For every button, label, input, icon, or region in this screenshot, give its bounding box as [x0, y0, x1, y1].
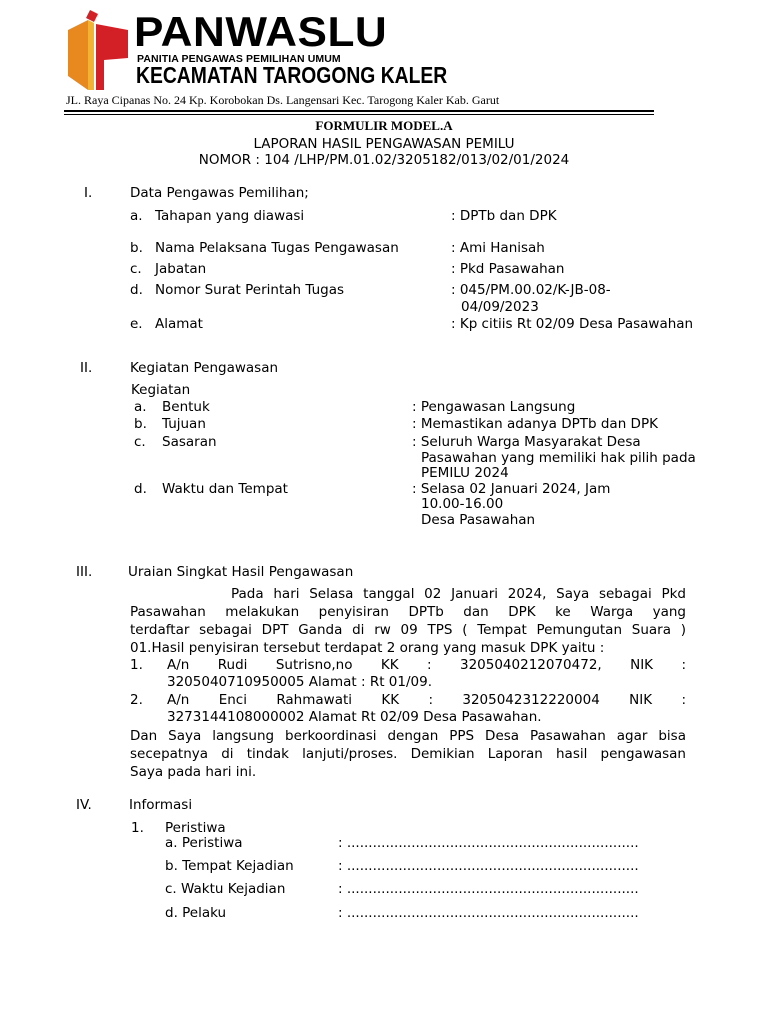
s1-label-a: Tahapan yang diawasi [155, 208, 305, 224]
s2-value-d: : Selasa 02 Januari 2024, Jam [412, 481, 611, 497]
s4-value-d: : .................................................................... [338, 905, 639, 921]
s1-value-e: : Kp citiis Rt 02/09 Desa Pasawahan [451, 316, 694, 332]
s3-para1-line4: 01.Hasil penyisiran tersebut terdapat 2 orang yang masuk DPK yaitu : [130, 640, 605, 656]
s3-list1-line2: 3205040710950005 Alamat : Rt 01/09. [167, 674, 432, 690]
header-rule-thick [64, 110, 654, 112]
s2-value-a: : Pengawasan Langsung [412, 399, 576, 415]
s1-letter-d: d. [130, 282, 143, 298]
s1-value-d-cont: 04/09/2023 [461, 299, 539, 315]
s1-label-e: Alamat [155, 316, 203, 332]
s3-para2-line1: Dan Saya langsung berkoordinasi dengan PPS Desa Pasawahan agar bisa [130, 728, 686, 744]
s1-label-d: Nomor Surat Perintah Tugas [155, 282, 345, 298]
s3-list1-num: 1. [130, 657, 143, 673]
s1-value-b: : Ami Hanisah [451, 240, 545, 256]
s1-letter-e: e. [130, 316, 143, 332]
s3-para1-line3: terdaftar sebagai DPT Ganda di rw 09 TPS ( Tempat Pemungutan Suara ) [130, 622, 686, 638]
section1-title: Data Pengawas Pemilihan; [130, 185, 309, 201]
s1-letter-b: b. [130, 240, 143, 256]
s2-value-c-cont1: Pasawahan yang memiliki hak pilih pada [421, 450, 696, 466]
report-title: LAPORAN HASIL PENGAWASAN PEMILU [253, 136, 515, 152]
s2-label-b: Tujuan [162, 416, 206, 432]
org-kecamatan: KECAMATAN TAROGONG KALER [136, 62, 448, 88]
org-address: JL. Raya Cipanas No. 24 Kp. Korobokan Ds. Langensari Kec. Tarogong Kaler Kab. Garut [66, 93, 500, 107]
s3-list2-line2: 3273144108000002 Alamat Rt 02/09 Desa Pasawahan. [167, 709, 542, 725]
s4-value-a: : .................................................................... [338, 835, 639, 851]
s3-list1-line1: A/n Rudi Sutrisno,no KK : 3205040212070472, NIK : [167, 657, 686, 673]
s1-value-d: : 045/PM.00.02/K-JB-08- [451, 282, 611, 298]
s3-list2-num: 2. [130, 692, 143, 708]
s3-list2-line1: A/n Enci Rahmawati KK : 3205042312220004 NIK : [167, 692, 686, 708]
s4-label-a: a. Peristiwa [165, 835, 243, 851]
s2-label-c: Sasaran [162, 434, 217, 450]
s2-label-a: Bentuk [162, 399, 210, 415]
s1-letter-c: c. [130, 261, 142, 277]
form-title: FORMULIR MODEL.A [315, 118, 453, 133]
s1-label-b: Nama Pelaksana Tugas Pengawasan [155, 240, 399, 256]
s2-letter-a: a. [134, 399, 147, 415]
section2-title: Kegiatan Pengawasan [130, 360, 279, 376]
s4-value-c: : .................................................................... [338, 881, 639, 897]
s2-letter-c: c. [134, 434, 146, 450]
s2-letter-d: d. [134, 481, 147, 497]
s2-label-d: Waktu dan Tempat [162, 481, 288, 497]
section1-numeral: I. [84, 185, 93, 201]
section2-subtitle: Kegiatan [131, 382, 191, 398]
s2-letter-b: b. [134, 416, 147, 432]
s4-label-c: c. Waktu Kejadian [165, 881, 286, 897]
s1-label-c: Jabatan [155, 261, 207, 277]
section3-numeral: III. [76, 564, 93, 580]
s1-value-a: : DPTb dan DPK [451, 208, 557, 224]
section2-numeral: II. [80, 360, 93, 376]
s1-value-c: : Pkd Pasawahan [451, 261, 565, 277]
s1-letter-a: a. [130, 208, 143, 224]
report-number: NOMOR : 104 /LHP/PM.01.02/3205182/013/02/01/2024 [198, 152, 570, 168]
s2-value-d-cont1: 10.00-16.00 [421, 496, 504, 512]
section4-title: Informasi [129, 797, 193, 813]
org-subtitle: PANITIA PENGAWAS PEMILIHAN UMUM [137, 53, 341, 65]
s4-label-b: b. Tempat Kejadian [165, 858, 294, 874]
s4-value-b: : .................................................................... [338, 858, 639, 874]
org-name: PANWASLU [134, 8, 388, 55]
s2-value-c: : Seluruh Warga Masyarakat Desa [412, 434, 641, 450]
s4-label-d: d. Pelaku [165, 905, 227, 921]
s4-sub-num: 1. [131, 820, 144, 836]
s3-para2-line2: secepatnya di tindak lanjuti/proses. Demikian Laporan hasil pengawasan [130, 746, 686, 762]
header-rule-thin [64, 114, 654, 115]
section3-title: Uraian Singkat Hasil Pengawasan [128, 564, 354, 580]
s3-para2-line3: Saya pada hari ini. [130, 764, 257, 780]
s3-para1-line1: Pada hari Selasa tanggal 02 Januari 2024, Saya sebagai Pkd [231, 586, 686, 602]
section4-numeral: IV. [76, 797, 92, 813]
s2-value-c-cont2: PEMILU 2024 [421, 465, 509, 481]
s4-sub-title: Peristiwa [165, 820, 226, 836]
s3-para1-line2: Pasawahan melakukan penyisiran DPTb dan DPK ke Warga yang [130, 604, 686, 620]
s2-value-b: : Memastikan adanya DPTb dan DPK [412, 416, 658, 432]
s2-value-d-cont2: Desa Pasawahan [421, 512, 536, 528]
panwaslu-logo [64, 8, 132, 92]
